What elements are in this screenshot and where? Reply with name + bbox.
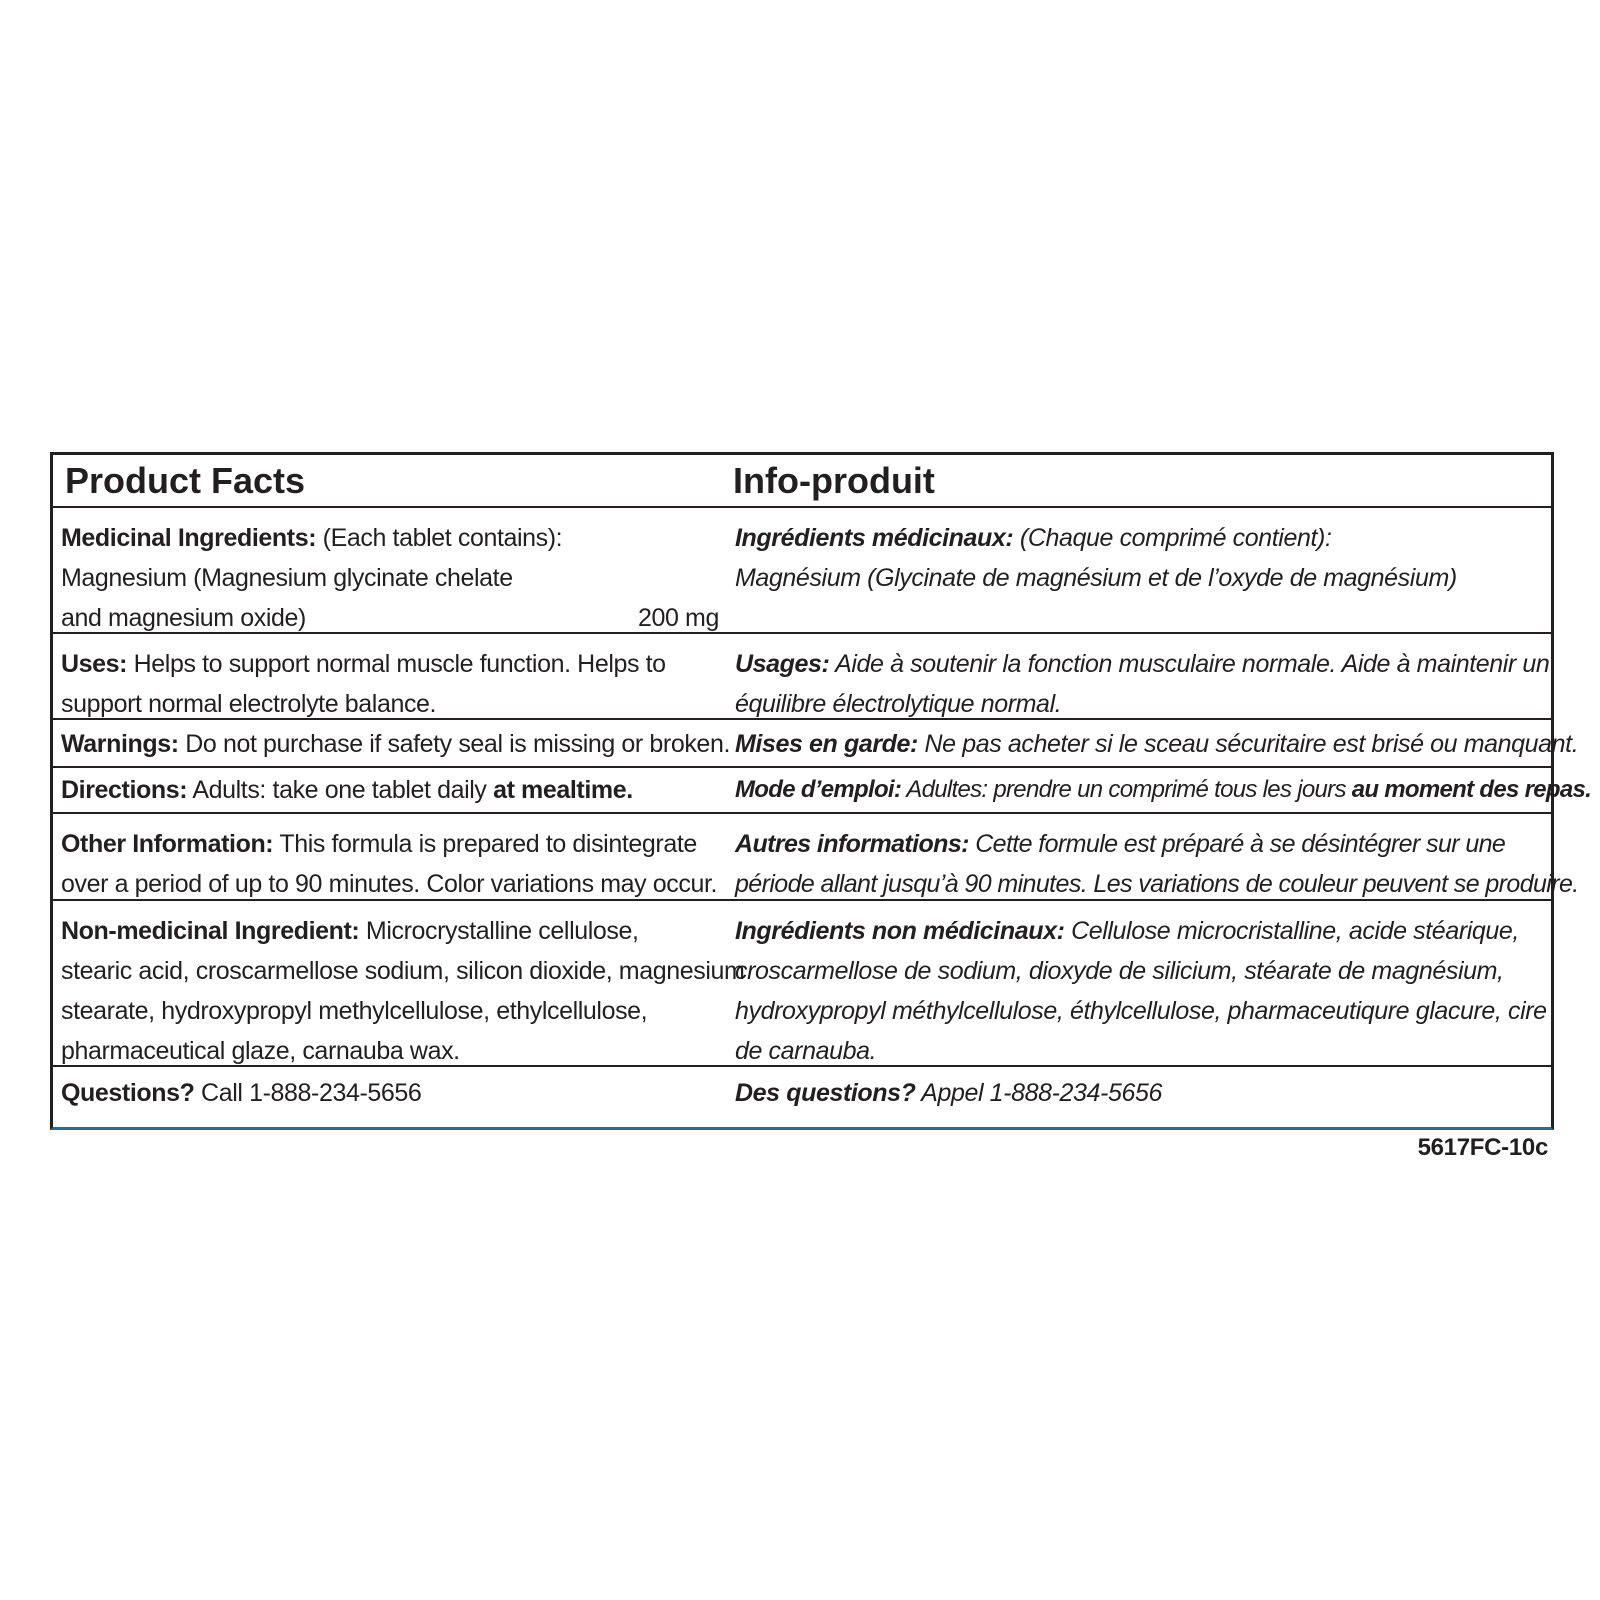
questions-label-en: Questions?: [61, 1079, 195, 1107]
other-information-row: [53, 814, 1579, 901]
product-facts-table: [50, 452, 1592, 1130]
directions-row: [53, 768, 1592, 814]
lot-code: 5617FC-10c: [1417, 1134, 1548, 1161]
medicinal-ingredients-row: [53, 508, 1551, 634]
warnings-row: [53, 720, 1579, 768]
medicinal-label-fr: Ingrédients médicinaux:: [735, 524, 1014, 552]
non-medicinal-line3-fr: hydroxypropyl méthylcellulose, éthylcellulose, pharmaceutiqure glacure, cire: [735, 997, 1547, 1025]
warnings-text-fr: Ne pas acheter si le sceau sécuritaire est brisé ou manquant.: [917, 730, 1579, 758]
uses-fr: [727, 634, 1551, 718]
non-medicinal-ingredients-row: [53, 901, 1551, 1067]
medicinal-line3-en: and magnesium oxide): [61, 604, 306, 632]
other-info-line2-en: over a period of up to 90 minutes. Color variations may occur.: [61, 870, 718, 898]
non-medicinal-label-fr: Ingrédients non médicinaux:: [735, 917, 1065, 945]
non-medicinal-label-en: Non-medicinal Ingredient:: [61, 917, 360, 945]
directions-label-en: Directions:: [61, 776, 188, 804]
facts-header-row: [53, 455, 1551, 508]
non-medicinal-ingredients-fr: [727, 901, 1551, 1065]
directions-en: [53, 768, 727, 812]
questions-text-en: Call 1-888-234-5656: [194, 1079, 422, 1107]
non-medicinal-line2-en: stearic acid, croscarmellose sodium, silicon dioxide, magnesium: [61, 957, 745, 985]
directions-emphasis-en: at mealtime.: [493, 776, 633, 804]
other-info-line1-en: This formula is prepared to disintegrate: [273, 830, 697, 858]
other-info-label-en: Other Information:: [61, 830, 274, 858]
facts-title-fr: Info-produit: [733, 460, 935, 501]
medicinal-intro-en: (Each tablet contains):: [316, 524, 563, 552]
medicinal-line2-fr: Magnésium (Glycinate de magnésium et de l’oxyde de magnésium): [735, 564, 1457, 592]
facts-title-en: Product Facts: [65, 460, 306, 501]
directions-fr: [727, 768, 1592, 812]
directions-text-fr: Adultes: prendre un comprimé tous les jours: [901, 776, 1352, 803]
questions-label-fr: Des questions?: [735, 1079, 916, 1107]
non-medicinal-line1-fr: Cellulose microcristalline, acide stéarique,: [1064, 917, 1519, 945]
non-medicinal-line2-fr: croscarmellose de sodium, dioxyde de silicium, stéarate de magnésium,: [735, 957, 1504, 985]
medicinal-ingredients-en: [53, 508, 727, 632]
non-medicinal-line4-en: pharmaceutical glaze, carnauba wax.: [61, 1037, 460, 1065]
medicinal-ingredients-fr: [727, 508, 1551, 632]
warnings-label-fr: Mises en garde:: [735, 730, 918, 758]
medicinal-intro-fr: (Chaque comprimé contient):: [1013, 524, 1332, 552]
non-medicinal-line1-en: Microcrystalline cellulose,: [359, 917, 639, 945]
uses-line1-en: Helps to support normal muscle function. Helps to: [127, 650, 666, 678]
medicinal-label-en: Medicinal Ingredients:: [61, 524, 317, 552]
warnings-fr: [727, 720, 1579, 766]
uses-label-en: Uses:: [61, 650, 128, 678]
other-info-label-fr: Autres informations:: [735, 830, 969, 858]
questions-row: [53, 1067, 1551, 1127]
other-info-line1-fr: Cette formule est préparé à se désintégrer sur une: [968, 830, 1506, 858]
questions-en: [53, 1067, 727, 1127]
uses-row: [53, 634, 1551, 720]
questions-text-fr: Appel 1-888-234-5656: [915, 1079, 1162, 1107]
directions-emphasis-fr: au moment des repas.: [1351, 776, 1592, 803]
uses-line2-en: support normal electrolyte balance.: [61, 690, 437, 718]
other-information-fr: [727, 814, 1579, 899]
medicinal-line2-en: Magnesium (Magnesium glycinate chelate: [61, 564, 513, 592]
non-medicinal-ingredients-en: [53, 901, 745, 1065]
uses-line2-fr: équilibre électrolytique normal.: [735, 690, 1062, 718]
non-medicinal-line3-en: stearate, hydroxypropyl methylcellulose, ethylcellulose,: [61, 997, 648, 1025]
medicinal-amount: 200 mg: [638, 604, 719, 632]
warnings-text-en: Do not purchase if safety seal is missing or broken.: [178, 730, 730, 758]
uses-label-fr: Usages:: [735, 650, 830, 678]
warnings-label-en: Warnings:: [61, 730, 179, 758]
other-information-en: [53, 814, 727, 899]
questions-fr: [727, 1067, 1551, 1127]
other-info-line2-fr: période allant jusqu’à 90 minutes. Les variations de couleur peuvent se produire.: [735, 870, 1579, 898]
warnings-en: [53, 720, 730, 766]
uses-en: [53, 634, 727, 718]
non-medicinal-line4-fr: de carnauba.: [735, 1037, 877, 1065]
directions-label-fr: Mode d’emploi:: [735, 776, 902, 803]
uses-line1-fr: Aide à soutenir la fonction musculaire normale. Aide à maintenir un: [829, 650, 1550, 678]
directions-text-en: Adults: take one tablet daily: [187, 776, 494, 804]
